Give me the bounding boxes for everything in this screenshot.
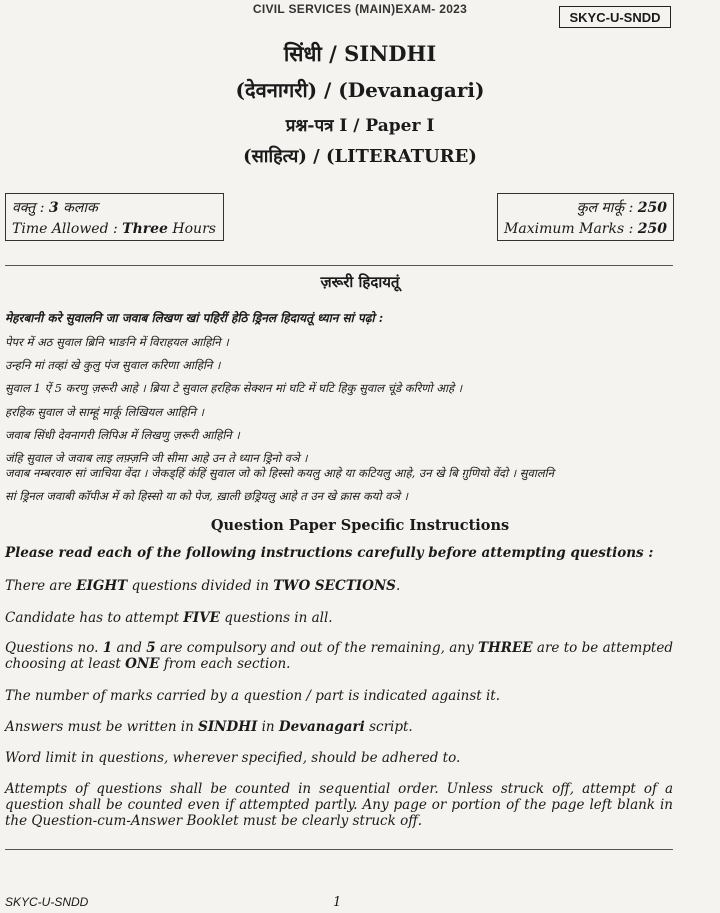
time-allowed-english: Time Allowed : Three Hours: [12, 221, 216, 237]
sindhi-instruction-line: जंहि सुवाल जे जवाब लाइ लफ़्ज़नि जी सीमा आहे उन ते ध्यान ड्रिनो वञे ।: [5, 451, 308, 465]
instruction-questions-count: There are EIGHT questions divided in TWO SECTIONS.: [5, 578, 401, 594]
english-instructions-intro: Please read each of the following instructions carefully before attempting questions :: [5, 545, 654, 561]
maximum-marks-sindhi: कुल मार्कू : 250: [576, 200, 667, 216]
sindhi-instruction-line: उन्हनि मां तव्हां खे कुलु पंज सुवाल करिणा आहिनि ।: [5, 358, 221, 372]
sindhi-instruction-line: हरहिक सुवाल जे साम्हूं मार्कू लिखियल आहिनि ।: [5, 405, 204, 419]
exam-name: CIVIL SERVICES (MAIN)EXAM- 2023: [252, 2, 468, 16]
instruction-marks: The number of marks carried by a question / part is indicated against it.: [5, 688, 501, 704]
sindhi-instruction-line: सां ड्रिनल जवाबी कॉपीअ में को हिस्सो या को पेज, ख़ाली छड्रियलु आहे त उन खे क्रास कयो वञे ।: [5, 489, 409, 503]
divider-top: [5, 265, 673, 266]
sindhi-instructions-title: ज़रूरी हिदायतूं: [320, 273, 400, 291]
instruction-sequential-order: Attempts of questions shall be counted in sequential order. Unless struck off, attempt of a question shall be counted even if attempted partly. Any page or portion of the page left blank in the Question-cum-Answer Booklet must be clearly struck off.: [5, 781, 673, 829]
paper-code-box: SKYC-U-SNDD: [559, 6, 671, 28]
footer-paper-code: SKYC-U-SNDD: [5, 895, 89, 909]
time-allowed-sindhi: वक्तु : 3 कलाक: [12, 200, 98, 216]
time-allowed-box: [5, 193, 224, 241]
maximum-marks-english: Maximum Marks : 250: [504, 221, 667, 237]
maximum-marks-box: [497, 193, 674, 241]
script-title: (देवनागरी) / (Devanagari): [235, 78, 485, 102]
instruction-language: Answers must be written in SINDHI in Devanagari script.: [5, 719, 413, 735]
instruction-attempt-count: Candidate has to attempt FIVE questions in all.: [5, 610, 333, 626]
subject-title: सिंधी / SINDHI: [283, 41, 437, 66]
sindhi-instruction-line: जवाब सिंधी देवनागरी लिपिअ में लिखणु ज़रूरी आहिनि ।: [5, 428, 240, 442]
divider-bottom: [5, 849, 673, 850]
sindhi-instruction-line: पेपर में अठ सुवाल ब्रिनि भाङनि में विराहयल आहिनि ।: [5, 335, 229, 349]
page-number: 1: [333, 895, 342, 910]
sindhi-instructions-lead: मेहरबानी करे सुवालनि जा जवाब लिखण खां पहिरीं हेठि ड्रिनल हिदायतूं ध्यान सां पढ़ो :: [5, 311, 384, 325]
english-instructions-title: Question Paper Specific Instructions: [210, 517, 510, 534]
instruction-word-limit: Word limit in questions, wherever specified, should be adhered to.: [5, 750, 461, 766]
sindhi-instruction-line: जवाब नम्बरवारु सां जाचिया वेंदा । जेकड्हिं कंहिं सुवाल जो को हिस्सो कयलु आहे या कटियलु आहे, उन खे बि ग़ुणियो वेंदो । सुवालनि: [5, 466, 555, 480]
instruction-compulsory: Questions no. 1 and 5 are compulsory and out of the remaining, any THREE are to be attempted choosing at least ONE from each section.: [5, 640, 673, 672]
sindhi-instruction-line: सुवाल 1 ऐं 5 करणु ज़रूरी आहे । ब्रिया टे सुवाल हरहिक सेक्शन मां घटि में घटि हिकु सुवाल चूंडे करिणो आहे ।: [5, 381, 463, 395]
paper-title: प्रश्न-पत्र I / Paper I: [285, 116, 435, 136]
topic-title: (साहित्य) / (LITERATURE): [243, 146, 477, 167]
